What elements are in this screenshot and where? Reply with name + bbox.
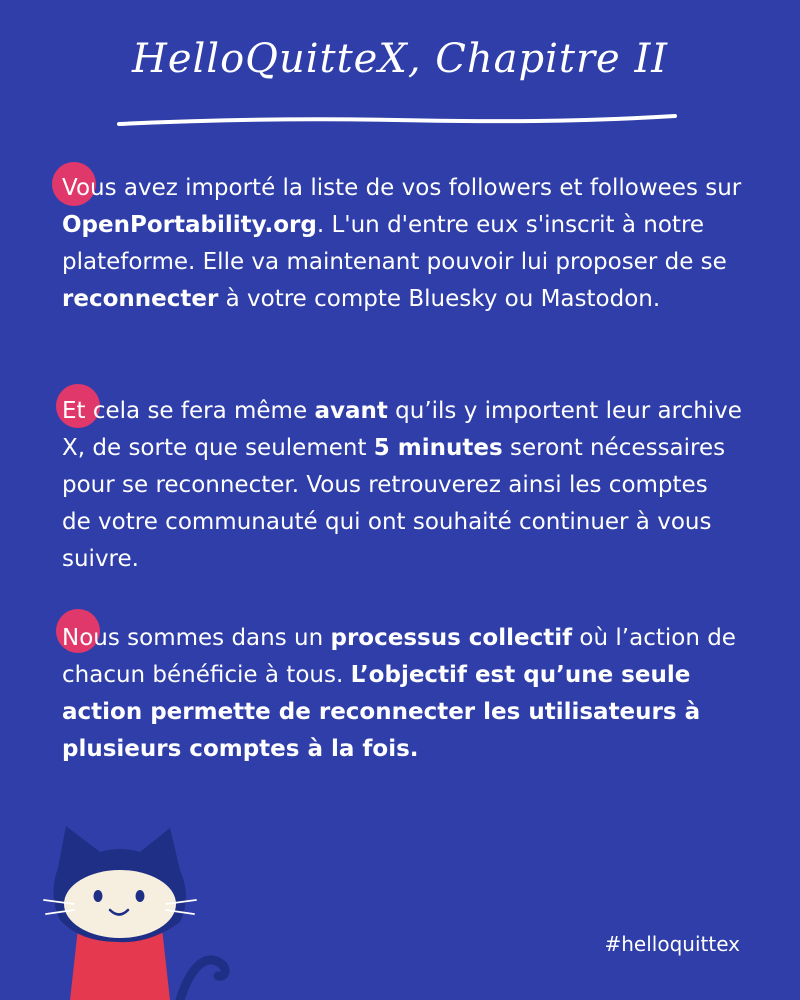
- emphasized-text: 5 minutes: [373, 435, 503, 461]
- paragraph-import: [62, 170, 742, 318]
- emphasized-text: L’objectif est qu’une seule action permette de reconnecter les utilisateurs à plusieurs comptes à la fois.: [62, 662, 701, 762]
- page-title: HelloQuitteX, Chapitre II: [131, 36, 669, 82]
- emphasized-text: avant: [314, 398, 388, 424]
- paragraph-text: à votre compte Bluesky ou Mastodon.: [218, 286, 661, 312]
- paragraph-text: Et cela se fera même: [62, 398, 315, 424]
- title-underline: [115, 110, 680, 134]
- paragraph-text: où l’action de chacun bénéficie à tous.: [62, 625, 736, 688]
- emphasized-text: reconnecter: [62, 286, 219, 312]
- emphasized-text: OpenPortability.org: [62, 212, 317, 238]
- paragraph-text: seront nécessaires pour se reconnecter. Vous retrouverez ainsi les comptes de votre communauté qui ont souhaité continuer à vous suivre.: [62, 435, 726, 572]
- paragraph-collective: [62, 620, 742, 768]
- paragraph-timing: [62, 393, 742, 578]
- paragraph-text: qu’ils y importent leur archive X, de sorte que seulement: [62, 398, 742, 461]
- cat-mascot-icon: [30, 818, 250, 1000]
- paragraph-text: Nous sommes dans un: [62, 625, 331, 651]
- emphasized-text: processus collectif: [330, 625, 573, 651]
- hashtag-label: #helloquittex: [604, 932, 740, 956]
- paragraph-text: Vous avez importé la liste de vos followers et followees sur: [62, 175, 742, 201]
- paragraph-text: . L'un d'entre eux s'inscrit à notre plateforme. Elle va maintenant pouvoir lui proposer de se: [62, 212, 727, 275]
